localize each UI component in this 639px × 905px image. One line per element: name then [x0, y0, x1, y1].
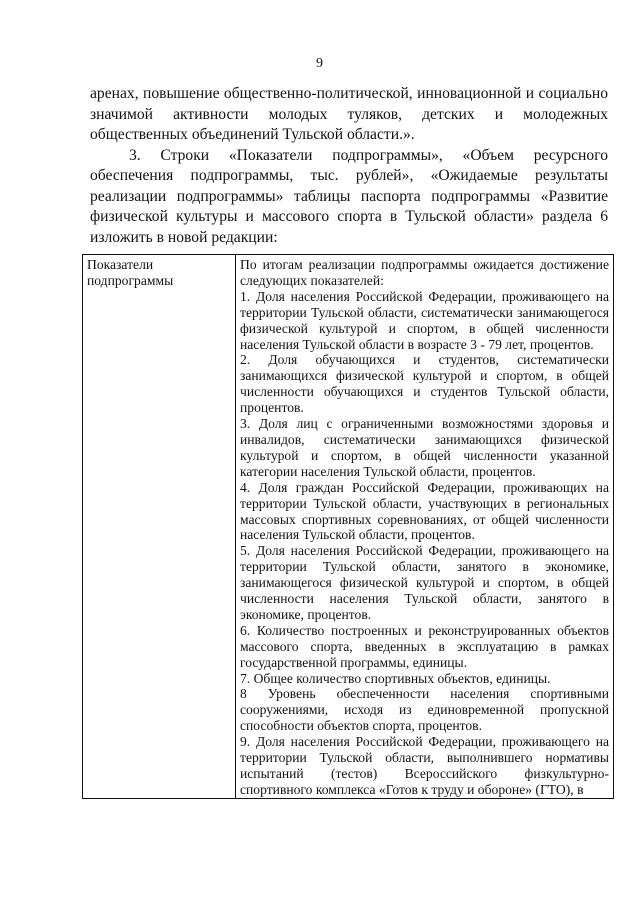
row-label: Показатели подпрограммы	[83, 255, 236, 799]
body-text	[90, 84, 608, 248]
indicator-line: 4. Доля граждан Российской Федерации, проживающих на территории Тульской области, участвующих в региональных массовых спортивных соревнованиях, от общей численности населения Тульской области, процентов.	[240, 479, 609, 543]
indicator-line: 2. Доля обучающихся и студентов, систематически занимающихся физической культурой и спортом, в общей численности обучающихся и студентов Тульской области, процентов.	[240, 352, 609, 416]
passport-table	[82, 254, 614, 799]
indicator-line: 6. Количество построенных и реконструированных объектов массового спорта, введенных в эксплуатацию в рамках государственной программы, единицы.	[240, 622, 609, 670]
paragraph: аренах, повышение общественно-политической, инновационной и социально значимой активности молодых туляков, детских и молодежных общественных объединений Тульской области.».	[90, 85, 608, 143]
paragraph: 3. Строки «Показатели подпрограммы», «Объем ресурсного обеспечения подпрограммы, тыс. рублей», «Ожидаемые результаты реализации подпрограммы» таблицы паспорта подпрограммы «Развитие физической культуры и массового спорта в Тульской области» раздела 6 изложить в новой редакции:	[90, 146, 608, 246]
indicator-line: 5. Доля населения Российской Федерации, проживающего на территории Тульской области, занятого в экономике, занимающегося физической культурой и спортом, в общей численности населения Тульской области, занятого в экономике, процентов.	[240, 543, 609, 622]
indicator-line: 9. Доля населения Российской Федерации, проживающего на территории Тульской области, выполнившего нормативы испытаний (тестов) Всероссийского физкультурно-спортивного комплекса «Готов к труду и обороне» (ГТО), в	[240, 734, 609, 797]
page-number: 9	[316, 56, 323, 71]
indicator-line: 7. Общее количество спортивных объектов, единицы.	[240, 670, 551, 686]
indicator-line: По итогам реализации подпрограммы ожидается достижение следующих показателей:	[240, 257, 609, 288]
indicator-line: 8 Уровень обеспеченности населения спортивными сооружениями, исходя из единовременной пропускной способности объектов спорта, процентов.	[240, 686, 609, 734]
indicator-line: 3. Доля лиц с ограниченными возможностями здоровья и инвалидов, систематически занимающихся физической культурой и спортом, в общей численности указанной категории населения Тульской области, процентов.	[240, 416, 609, 479]
row-content	[236, 255, 614, 799]
table-row	[83, 255, 614, 799]
indicator-line: 1. Доля населения Российской Федерации, проживающего на территории Тульской области, систематически занимающегося физической культурой и спортом, в общей численности населения Тульской области в возрасте 3 - 79 лет, процентов.	[240, 288, 609, 352]
